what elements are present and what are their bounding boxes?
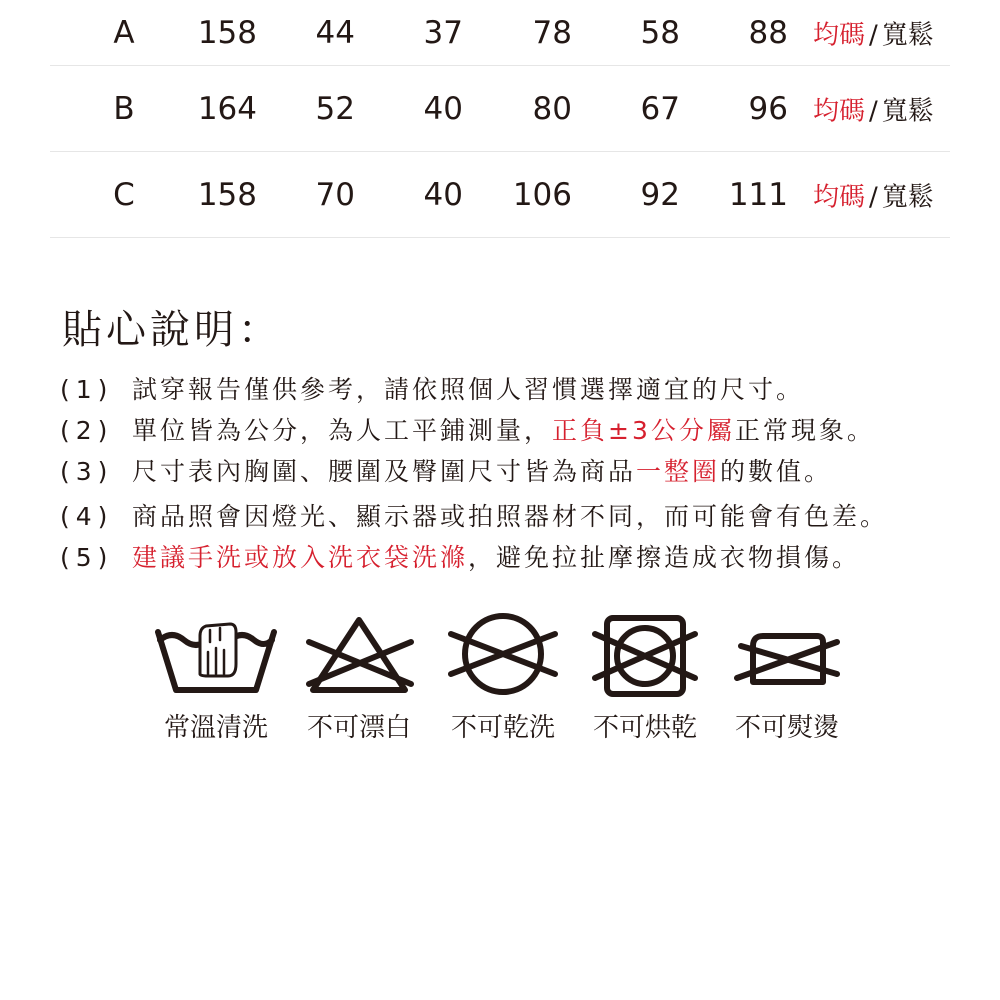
note-highlight: 一整圈 xyxy=(636,457,721,486)
fit-label xyxy=(813,176,934,213)
no-dry-clean-icon xyxy=(433,612,573,702)
table-cell: 67 xyxy=(640,90,680,127)
care-item-no-iron xyxy=(717,612,857,752)
note-item xyxy=(60,452,832,488)
care-instructions xyxy=(0,612,1000,752)
fit-loose: 寬鬆 xyxy=(881,20,934,50)
note-index: (5) xyxy=(60,543,114,572)
size-table xyxy=(50,0,950,238)
fit-loose: 寬鬆 xyxy=(881,182,934,212)
fit-separator: / xyxy=(869,96,878,126)
hand-wash-icon xyxy=(146,612,286,702)
note-index: (1) xyxy=(60,375,114,404)
table-row: B 164 52 40 80 67 96 均碼 / 寬鬆 xyxy=(50,66,950,152)
note-text: 商品照會因燈光、顯示器或拍照器材不同，而可能會有色差。 xyxy=(132,502,889,531)
fit-separator: / xyxy=(869,20,878,50)
notes-title: 貼心說明： xyxy=(62,307,282,353)
fit-one-size: 均碼 xyxy=(813,96,866,126)
note-text: 的數值。 xyxy=(720,457,833,486)
table-cell: 40 xyxy=(423,90,463,127)
table-cell: 40 xyxy=(423,176,463,213)
care-item-no-bleach xyxy=(289,612,429,752)
table-row: C 158 70 40 106 92 111 均碼 / 寬鬆 xyxy=(50,152,950,238)
care-label: 不可漂白 xyxy=(306,713,411,743)
fit-loose: 寬鬆 xyxy=(881,96,934,126)
note-text: 試穿報告僅供參考，請依照個人習慣選擇適宜的尺寸。 xyxy=(132,375,805,404)
note-text: ，避免拉扯摩擦造成衣物損傷。 xyxy=(468,543,861,572)
table-cell: 164 xyxy=(197,90,257,127)
note-text: 單位皆為公分，為人工平鋪測量， xyxy=(132,416,553,445)
fit-label xyxy=(813,14,934,51)
no-iron-icon xyxy=(717,612,857,702)
table-cell: 88 xyxy=(748,14,788,51)
table-cell: 52 xyxy=(315,90,355,127)
care-label: 常溫清洗 xyxy=(163,713,268,743)
no-tumble-dry-icon xyxy=(575,612,715,702)
fit-one-size: 均碼 xyxy=(813,20,866,50)
care-item-no-dry-clean xyxy=(433,612,573,752)
note-text: 正常現象。 xyxy=(734,416,875,445)
care-label: 不可熨燙 xyxy=(734,713,839,743)
table-cell: 44 xyxy=(315,14,355,51)
table-cell: 80 xyxy=(532,90,572,127)
table-cell: 158 xyxy=(197,14,257,51)
note-text: 尺寸表內胸圍、腰圍及臀圍尺寸皆為商品 xyxy=(132,457,637,486)
note-item xyxy=(60,497,888,533)
note-item xyxy=(60,538,860,574)
fit-separator: / xyxy=(869,182,878,212)
table-cell: 92 xyxy=(640,176,680,213)
note-highlight: 建議手洗或放入洗衣袋洗滌 xyxy=(132,543,469,572)
table-cell: 58 xyxy=(640,14,680,51)
fit-one-size: 均碼 xyxy=(813,182,866,212)
care-label: 不可乾洗 xyxy=(450,713,555,743)
table-cell: 111 xyxy=(728,176,788,213)
care-item-no-tumble-dry xyxy=(575,612,715,752)
note-item xyxy=(60,411,875,447)
table-row: A 158 44 37 78 58 88 均碼 / 寬鬆 xyxy=(50,0,950,66)
table-cell: 96 xyxy=(748,90,788,127)
note-index: (2) xyxy=(60,416,114,445)
table-cell: 70 xyxy=(315,176,355,213)
fit-label xyxy=(813,90,934,127)
care-item-hand-wash xyxy=(146,612,286,752)
no-bleach-icon xyxy=(289,612,429,702)
table-cell: 158 xyxy=(197,176,257,213)
table-cell: 37 xyxy=(423,14,463,51)
table-cell: 106 xyxy=(512,176,572,213)
note-index: (3) xyxy=(60,457,114,486)
note-index: (4) xyxy=(60,502,114,531)
note-item xyxy=(60,370,804,406)
care-label: 不可烘乾 xyxy=(592,713,697,743)
note-highlight: 正負±3公分屬 xyxy=(552,416,735,445)
table-cell: 78 xyxy=(532,14,572,51)
